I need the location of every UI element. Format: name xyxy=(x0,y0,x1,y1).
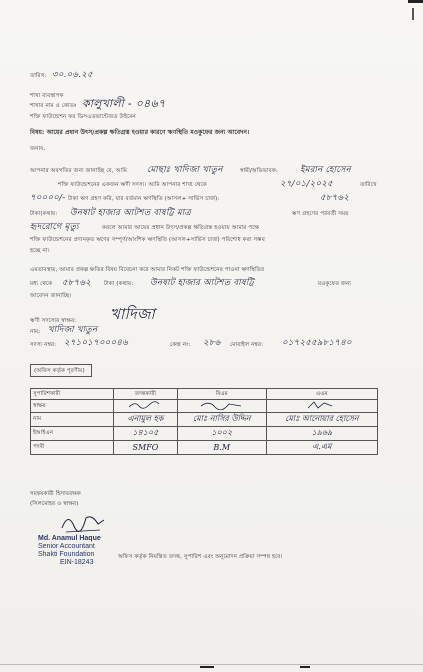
branch-label: শাখার নাম ও কোডঃ xyxy=(30,103,77,109)
scan-edge xyxy=(300,666,310,668)
balance-value: ৫৮৭৬২ xyxy=(320,193,350,203)
body-text: শক্তি ফাউন্ডেশনের প্রদানকৃত ঋণের সম্পূর্ণ/আংশিক ঋণস্থিতি (আসল+সার্ভিস চার্জ) পরিশোধ করা সম্ভব xyxy=(30,237,265,243)
body-text: হচ্ছে না। xyxy=(30,248,50,254)
member-no-value: ২৭১০১৭০০০৪৬ xyxy=(64,338,129,348)
table-row-label: স্বাক্ষর xyxy=(31,400,114,413)
signature-cell xyxy=(114,400,178,413)
body-text: আবেদন জানাচ্ছি। xyxy=(30,293,72,299)
waive-words-value: উনষাট হাজার আটশত বাষট্টি xyxy=(150,278,254,288)
table-cell: ১৪১০৫ xyxy=(114,427,178,441)
table-header-cell: তদন্তকারী xyxy=(114,389,178,400)
body-text: টাকা (কথায়: xyxy=(104,281,134,287)
investigator-signature xyxy=(125,400,165,410)
signature-label: ঋণী সদস্যের স্বাক্ষর: xyxy=(30,318,77,324)
table-header-cell: এএম xyxy=(266,389,377,400)
body-text: টাকা(কথায়: xyxy=(30,211,58,217)
salutation: জনাব, xyxy=(30,146,46,152)
guardian-value: ইমরান হোসেন xyxy=(300,165,351,175)
date-value: ৩০.০৬.২৫ xyxy=(52,70,93,80)
branch-value: কালুখালী - ০৪৬৭ xyxy=(82,97,166,110)
loan-amount-value: ৭০০০০/- xyxy=(30,193,66,203)
table-cell: এ.এম xyxy=(266,441,377,455)
body-text: শক্তি ফাউন্ডেশনের একজন ঋণী সদস্য। আমি আপনার শাখা থেকে xyxy=(58,182,207,188)
table-cell: SMFO xyxy=(114,441,178,455)
subject-line: বিষয়: আয়ের প্রধান উৎস/প্রকল্প ক্ষতিগ্রস্ত হওয়ার কারণে ঋণস্থিতি মওকুফের জন্য আবেদন। xyxy=(30,130,250,136)
table-row xyxy=(31,413,378,427)
scan-edge xyxy=(412,8,414,20)
signature-cell xyxy=(177,400,266,413)
table-row-label: ইআইএন xyxy=(31,427,114,441)
body-text: করলে আমার আয়ের প্রধান উৎস/প্রকল্প ক্ষতিগ্রস্ত হওয়ায় আমার পক্ষে xyxy=(102,225,260,231)
accountant-stamp xyxy=(38,535,101,567)
organization-line: শক্তি ফাউন্ডেশন ফর ডিসএডভান্টেজড উইমেন xyxy=(30,114,136,120)
table-header-cell: সুপারিশকারী xyxy=(31,389,114,400)
stamp-ein: EIN-18243 xyxy=(60,559,94,566)
table-header-row xyxy=(31,389,378,400)
table-cell: ১০০২ xyxy=(177,427,266,441)
body-text: টাকা ঋণ গ্রহণ করি, যার বর্তমান ঋণস্থিতি (আসল+ সার্ভিস চার্জ): xyxy=(68,196,220,202)
mobile-value: ০১৭২৫৫৯৮১৭৪০ xyxy=(282,338,352,348)
am-signature xyxy=(302,400,342,410)
member-no-label: সদস্য নম্বর: xyxy=(30,342,57,348)
accountant-signature xyxy=(58,510,108,536)
table-row-label: পদবী xyxy=(31,441,114,455)
scan-edge xyxy=(200,666,214,668)
waive-amount-value: ৫৮৭৬২ xyxy=(62,278,92,288)
scan-edge xyxy=(408,0,423,3)
applicant-signature: খাদিজা xyxy=(110,305,156,323)
loan-date-value: ২৭/০১/২০২৫ xyxy=(280,179,333,189)
table-row-label: নাম xyxy=(31,413,114,427)
table-cell: ১৯৬৯ xyxy=(266,427,377,441)
body-text: তারিখে xyxy=(360,182,377,188)
mobile-label: মোবাইল নম্বর: xyxy=(230,342,264,348)
bm-signature xyxy=(197,400,247,410)
table-cell: মোঃ নাসির উদ্দিন xyxy=(177,413,266,427)
applicant-name-value: খাদিজা খাতুন xyxy=(48,325,98,335)
process-note: অফিস কর্তৃক নিয়ন্ত্রিত তদন্ত, সুপারিশ এবং অনুমোদন প্রক্রিয়া সম্পন্ন হবে। xyxy=(118,554,283,560)
body-text: এমতাবস্থায়, আমার প্রকল্প ক্ষতির বিষয় বিবেচনা করে আমার নিকট শক্তি ফাউন্ডেশনের পাওনা ঋণস্থিতির xyxy=(30,267,265,273)
addressee: শাখা ব্যবস্থাপক xyxy=(30,93,64,99)
table-cell: B.M xyxy=(177,441,266,455)
stamp-title: Senior Accountant xyxy=(38,543,95,550)
body-text: আপনার অবগতির জন্য জানাচ্ছি যে, আমি xyxy=(30,168,127,174)
office-use-box xyxy=(30,364,92,377)
body-text: স্বামী/অভিভাবক: xyxy=(240,168,278,174)
table-header-cell: বিএম xyxy=(177,389,266,400)
applicant-name-label: নাম: xyxy=(30,329,41,335)
body-text: মওকুফের জন্য xyxy=(318,281,352,287)
body-text: মধ্য থেকে xyxy=(30,281,53,287)
scan-edge xyxy=(0,664,423,665)
date-label: তারিখ: xyxy=(30,73,47,79)
stamp-name: Md. Anamul Haque xyxy=(38,535,101,542)
signature-cell xyxy=(266,400,377,413)
table-cell: এনামুল হক xyxy=(114,413,178,427)
table-row xyxy=(31,400,378,413)
accountant-heading: সমন্বয়কারী হিসাবরক্ষক xyxy=(30,491,81,497)
table-row xyxy=(31,441,378,455)
center-label: কেন্দ্র নং: xyxy=(170,342,191,348)
body-text: ঋণ গ্রহণের পরবর্তী সময় xyxy=(292,211,349,217)
member-name-value: মোছাঃ খাদিজা খাতুন xyxy=(147,165,223,175)
office-use-title: (অফিস কর্তৃক পূরণীয়) xyxy=(34,368,85,374)
table-row xyxy=(31,427,378,441)
center-value: ২৮৬ xyxy=(203,338,221,348)
stamp-org: Shakti Foundation xyxy=(38,551,95,558)
table-cell: মোঃ আনোয়ার হোসেন xyxy=(266,413,377,427)
seal-signature-note: (সিলমোহর ও স্বাক্ষর) xyxy=(30,501,79,507)
balance-words-value: উনষাট হাজার আটশত বাষট্টি মাত্র xyxy=(70,208,192,218)
cause-value: হৃদরোগে মৃত্যু xyxy=(30,222,79,232)
recommendation-table xyxy=(30,388,378,455)
